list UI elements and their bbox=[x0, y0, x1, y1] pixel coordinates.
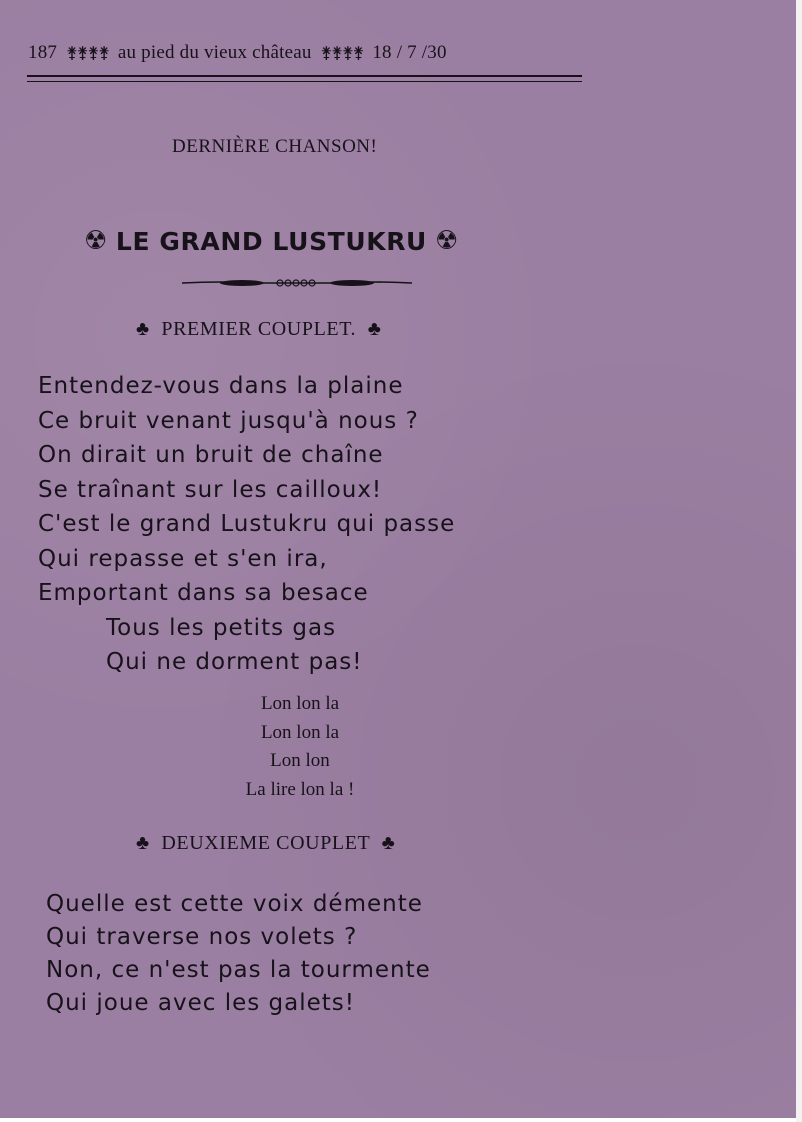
refrain-line: Lon lon bbox=[270, 750, 330, 771]
couplet-heading-1 bbox=[130, 318, 387, 341]
subtitle: DERNIÈRE CHANSON! bbox=[172, 136, 378, 157]
verse-line: Entendez-vous dans la plaine bbox=[38, 373, 404, 399]
verse-line: Qui repasse et s'en ira, bbox=[38, 545, 328, 572]
verse-line: Quelle est cette voix démente bbox=[46, 891, 423, 917]
header-rule bbox=[27, 75, 582, 82]
verse-line: Se traînant sur les cailloux! bbox=[38, 476, 383, 503]
verse-line: On dirait un bruit de chaîne bbox=[38, 442, 384, 468]
refrain-line: Lon lon la bbox=[260, 721, 340, 743]
radiation-icon: ☢ bbox=[84, 226, 108, 256]
verse-2 bbox=[46, 888, 431, 1020]
header-number-right: 18 / 7 /30 bbox=[372, 42, 447, 63]
club-icon: ♣ bbox=[136, 832, 150, 854]
verse-line: Non, ce n'est pas la tourmente bbox=[46, 957, 431, 983]
verse-line: C'est le grand Lustukru qui passe bbox=[38, 511, 456, 537]
verse-line: Ce bruit venant jusqu'à nous ? bbox=[38, 407, 419, 434]
song-title bbox=[84, 226, 459, 256]
song-title-text: LE GRAND LUSTUKRU bbox=[115, 226, 427, 256]
verse-line: Qui ne dorment pas! bbox=[106, 649, 363, 675]
verse-1 bbox=[38, 369, 455, 680]
verse-line: Tous les petits gas bbox=[106, 614, 337, 641]
club-icon: ♣ bbox=[367, 318, 382, 340]
ornament-icon: ⚵⚵⚵⚵ bbox=[66, 45, 109, 62]
scan-margin bbox=[796, 0, 802, 1122]
refrain bbox=[200, 690, 400, 804]
verse-line: Qui traverse nos volets ? bbox=[46, 924, 358, 950]
verse-line: Emportant dans sa besace bbox=[38, 580, 369, 606]
verse-line: Qui joue avec les galets! bbox=[46, 990, 355, 1016]
ornament-icon: ⚵⚵⚵⚵ bbox=[320, 45, 364, 62]
radiation-icon: ☢ bbox=[434, 226, 459, 256]
header-text: au pied du vieux château bbox=[117, 42, 312, 63]
refrain-line: Lon lon la bbox=[260, 693, 340, 714]
club-icon: ♣ bbox=[381, 832, 396, 854]
club-icon: ♣ bbox=[136, 318, 150, 340]
couplet-heading-text: PREMIER COUPLET. bbox=[161, 318, 357, 340]
couplet-heading-2 bbox=[130, 832, 401, 855]
couplet-heading-text: DEUXIEME COUPLET bbox=[161, 832, 371, 854]
header-number-left: 187 bbox=[28, 42, 58, 63]
flourish-divider bbox=[182, 276, 412, 290]
page-header bbox=[28, 42, 668, 64]
refrain-line: La lire lon la ! bbox=[245, 778, 355, 800]
